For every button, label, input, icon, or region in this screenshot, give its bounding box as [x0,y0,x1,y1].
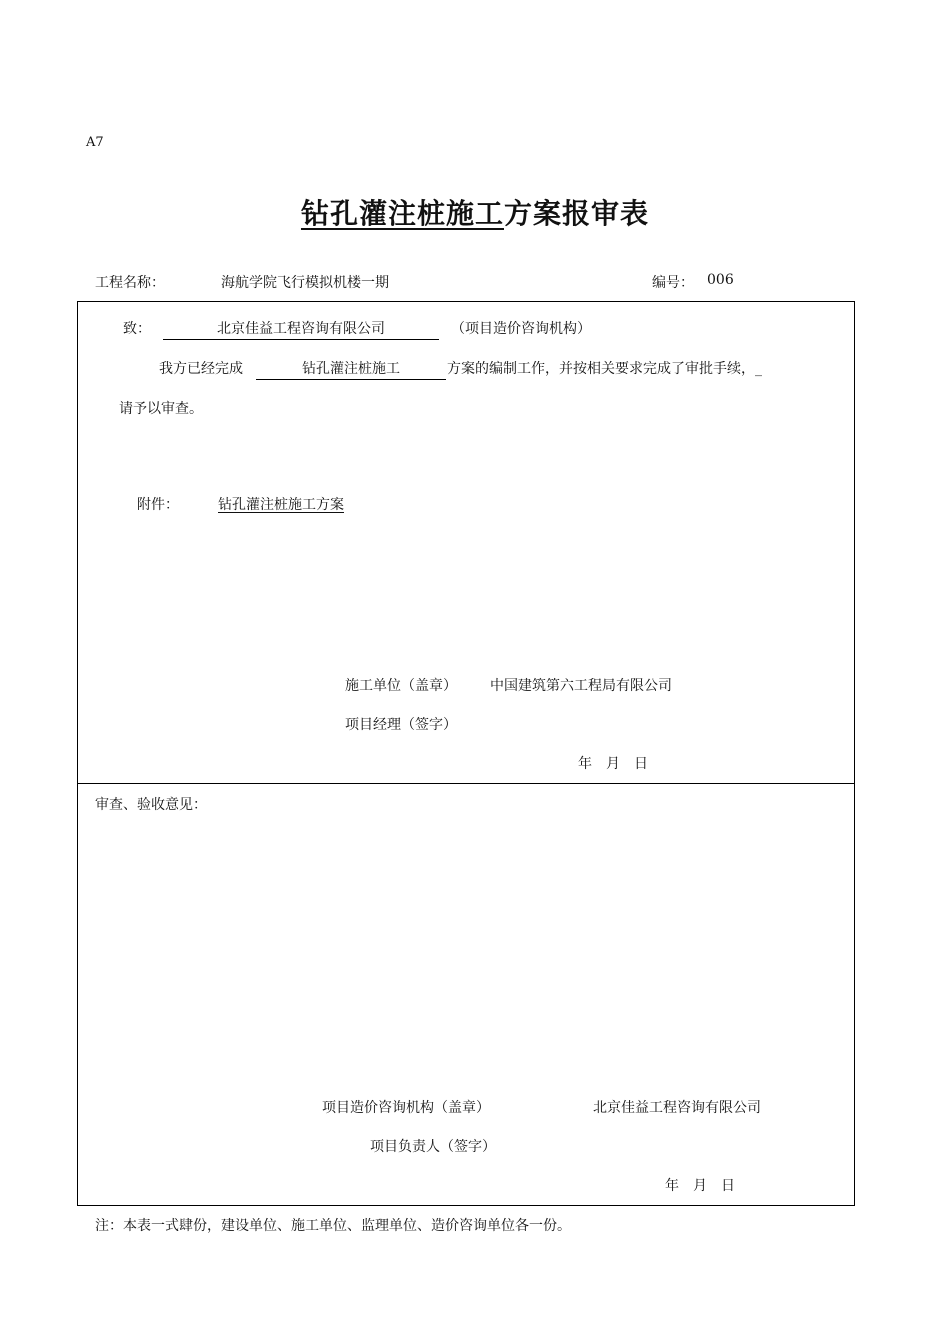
attachment-label: 附件： [137,497,179,513]
body-line2: 请予以审查。 [119,401,203,417]
number-label: 编号： [652,275,694,291]
body-prefix: 我方已经完成 [159,361,243,377]
to-suffix: （项目造价咨询机构） [451,321,591,337]
to-label: 致： [123,321,151,337]
form-code: A7 [86,135,104,150]
contractor-value: 中国建筑第六工程局有限公司 [490,678,672,694]
page-title [0,192,950,232]
number-value: 006 [707,272,734,288]
to-value: 北京佳益工程咨询有限公司 [163,318,439,340]
section2-date: 年 月 日 [665,1178,735,1194]
footer-note: 注：本表一式肆份，建设单位、施工单位、监理单位、造价咨询单位各一份。 [95,1218,571,1234]
leader-label: 项目负责人（签字） [370,1139,496,1155]
title-rest: 方案报审表 [504,197,650,230]
title-underlined: 钻孔灌注桩施工 [300,197,504,230]
project-name: 海航学院飞行模拟机楼一期 [221,275,389,291]
body-item: 钻孔灌注桩施工 [256,358,446,380]
body-suffix: 方案的编制工作，并按相关要求完成了审批手续，_ [447,361,762,377]
attachment-value: 钻孔灌注桩施工方案 [218,497,344,513]
consultant-value: 北京佳益工程咨询有限公司 [593,1100,761,1116]
section1-date: 年 月 日 [578,756,648,772]
manager-label: 项目经理（签字） [345,717,457,733]
project-label: 工程名称： [95,275,165,291]
review-label: 审查、验收意见： [95,797,207,813]
contractor-label: 施工单位（盖章） [345,678,457,694]
consultant-label: 项目造价咨询机构（盖章） [322,1100,490,1116]
